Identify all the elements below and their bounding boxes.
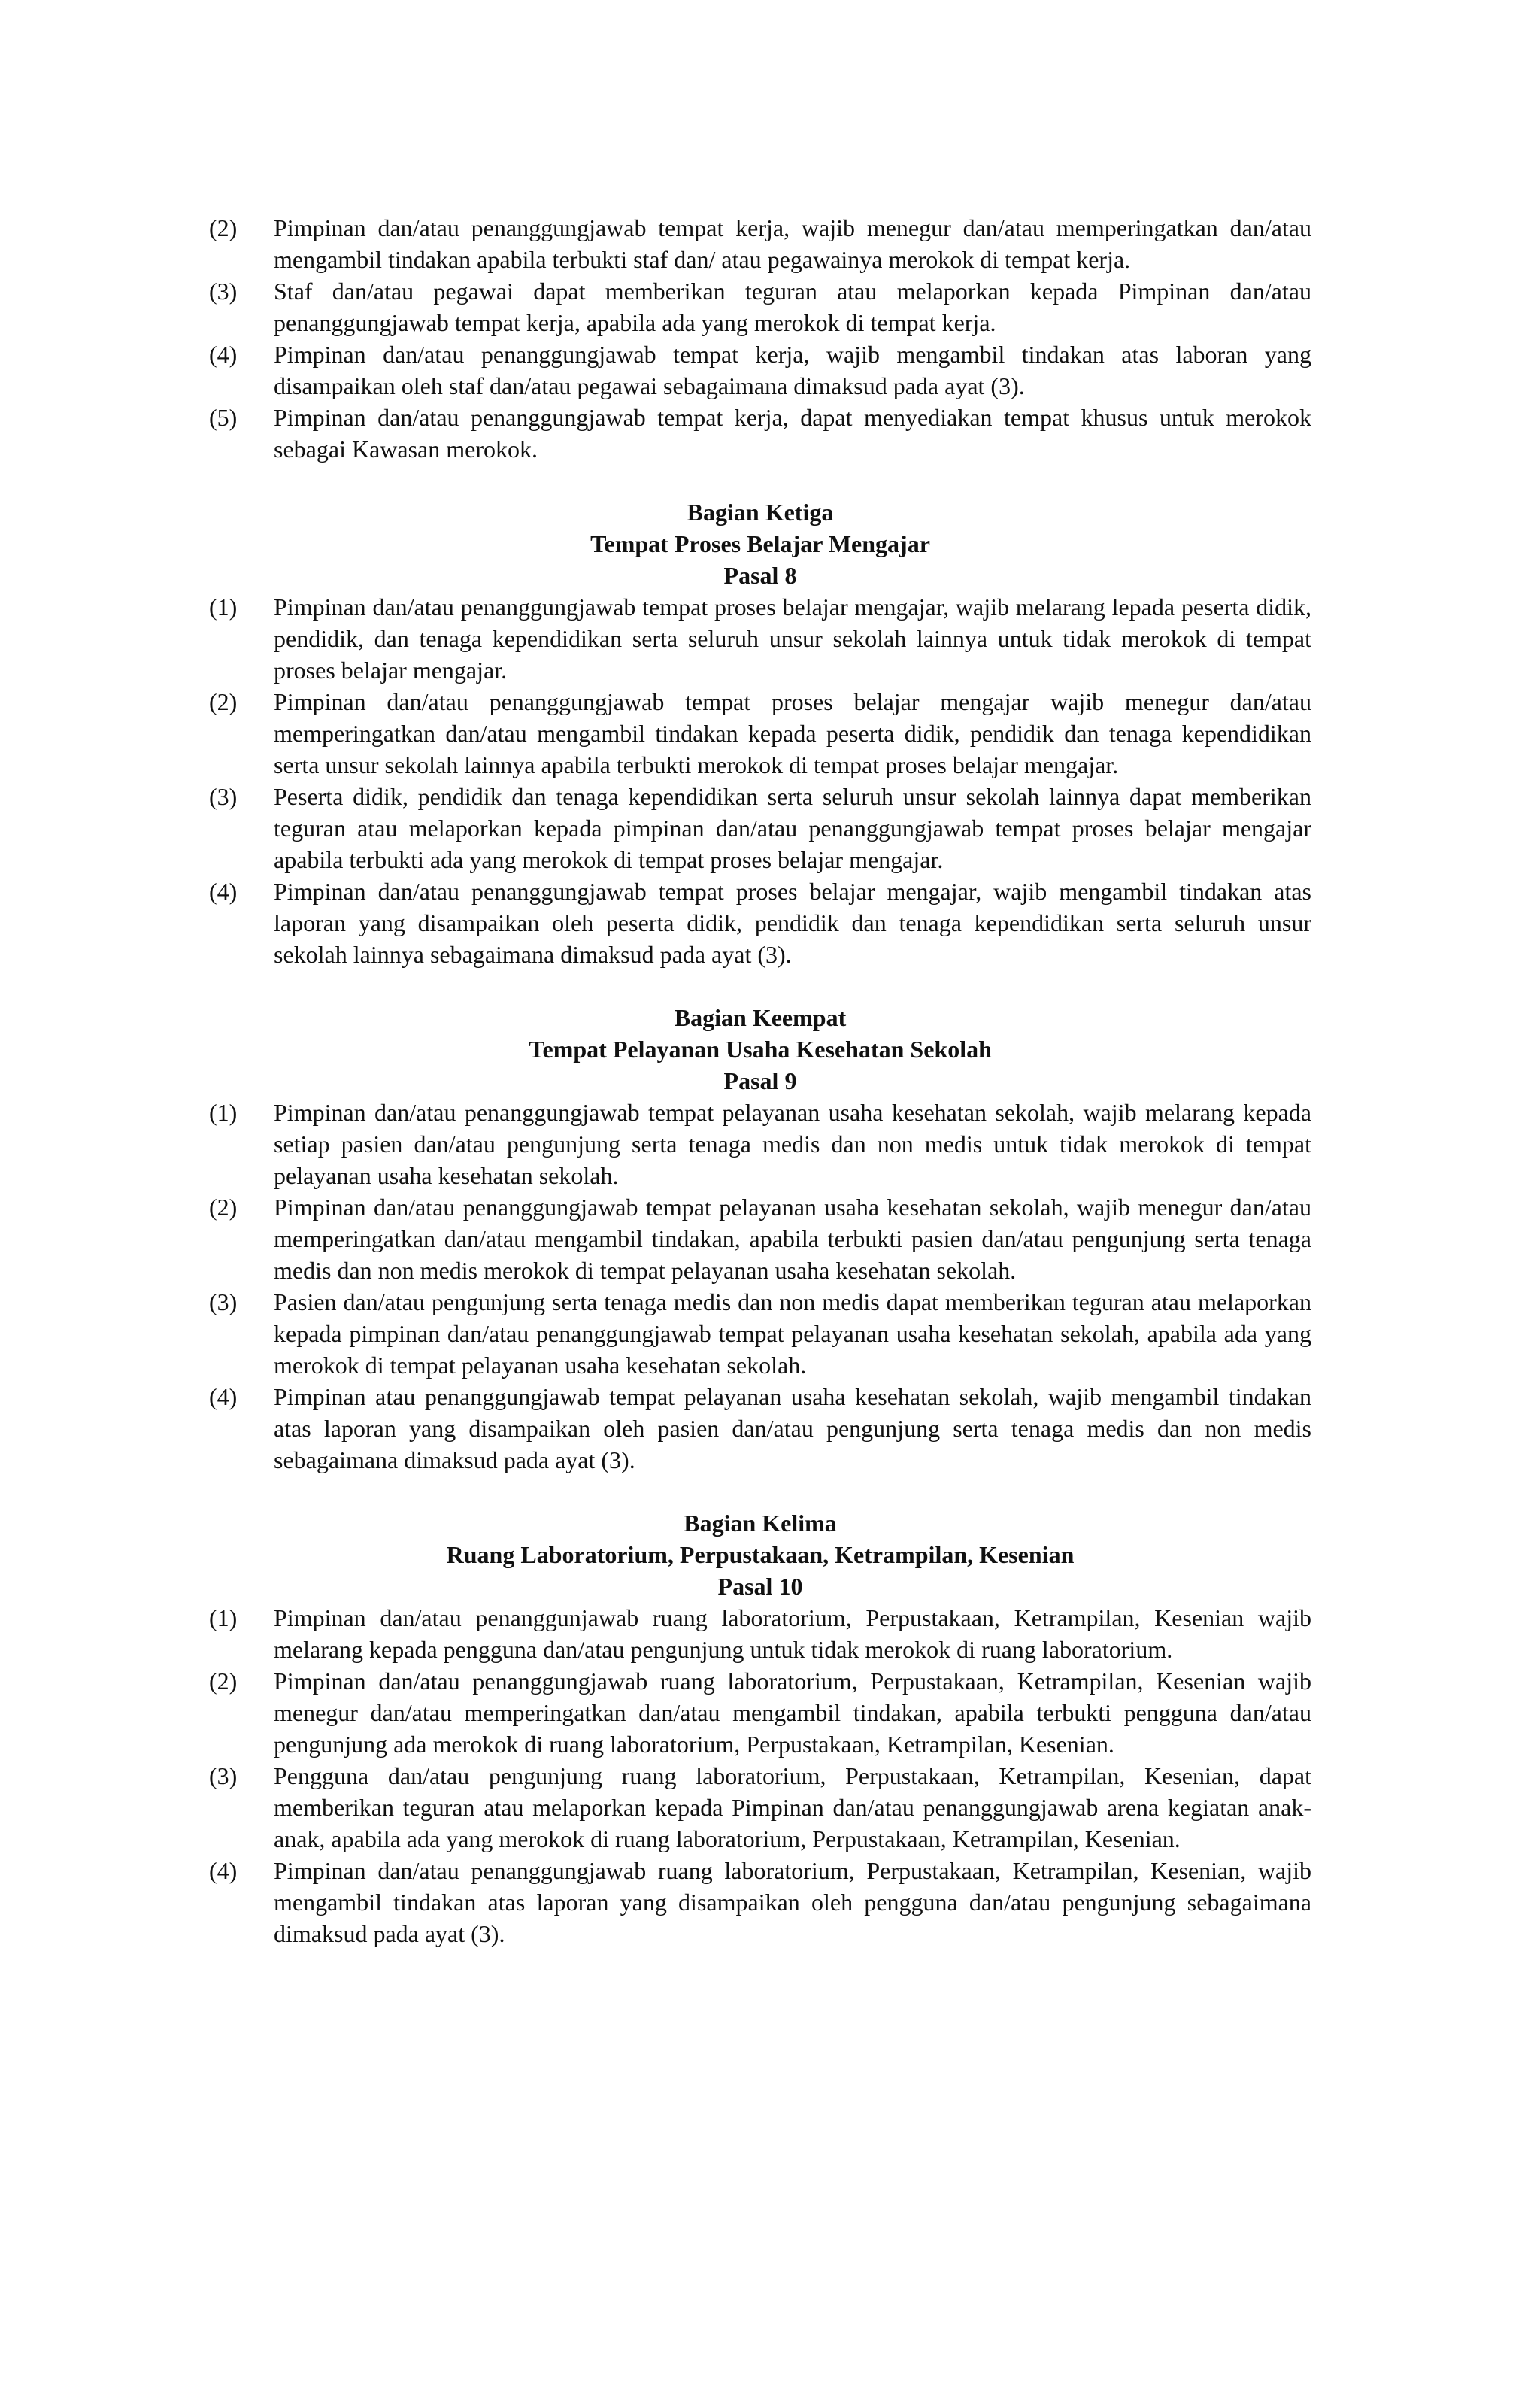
- list-item: [209, 338, 1311, 402]
- item-number: (4): [209, 1857, 238, 1884]
- list-item: [209, 1286, 1311, 1381]
- item-text: Pengguna dan/atau pengunjung ruang laboratorium, Perpustakaan, Ketrampilan, Kesenian, dapat memberikan teguran atau melaporkan kepada Pimpinan dan/atau penanggungjawab arena kegiatan anak-anak, apabila ada yang merokok di ruang laboratorium, Perpustakaan, Ketrampilan, Kesenian.: [274, 1762, 1311, 1852]
- item-number: (4): [209, 878, 238, 905]
- item-number: (2): [209, 1667, 238, 1695]
- section-items: [209, 1602, 1311, 1950]
- item-number: (1): [209, 1099, 238, 1126]
- item-text: Pimpinan dan/atau penanggunjawab ruang laboratorium, Perpustakaan, Ketrampilan, Kesenian wajib melarang kepada pengguna dan/atau pengunjung untuk tidak merokok di ruang laboratorium.: [274, 1604, 1311, 1663]
- item-number: (3): [209, 1762, 238, 1789]
- section-heading: [209, 496, 1311, 591]
- item-number: (2): [209, 214, 238, 241]
- document-page: [209, 212, 1311, 1950]
- list-item: [209, 875, 1311, 970]
- item-text: Pimpinan dan/atau penanggungjawab tempat pelayanan usaha kesehatan sekolah, wajib melarang kepada setiap pasien dan/atau pengunjung serta tenaga medis dan non medis untuk tidak merokok di tempat pelayanan usaha kesehatan sekolah.: [274, 1099, 1311, 1189]
- item-text: Pasien dan/atau pengunjung serta tenaga medis dan non medis dapat memberikan teguran atau melaporkan kepada pimpinan dan/atau penanggungjawab tempat pelayanan usaha kesehatan sekolah, apabila ada yang merokok di tempat pelayanan usaha kesehatan sekolah.: [274, 1288, 1311, 1379]
- item-text: Pimpinan dan/atau penanggungjawab tempat kerja, wajib mengambil tindakan atas laboran yang disampaikan oleh staf dan/atau pegawai sebagaimana dimaksud pada ayat (3).: [274, 341, 1311, 399]
- item-text: Pimpinan dan/atau penanggungjawab tempat kerja, wajib menegur dan/atau memperingatkan dan/atau mengambil tindakan apabila terbukti staf dan/ atau pegawainya merokok di tempat kerja.: [274, 214, 1311, 273]
- item-text: Pimpinan dan/atau penanggungjawab tempat pelayanan usaha kesehatan sekolah, wajib menegur dan/atau memperingatkan dan/atau mengambil tindakan, apabila terbukti pasien dan/atau pengunjung serta tenaga medis dan non medis merokok di tempat pelayanan usaha kesehatan sekolah.: [274, 1194, 1311, 1284]
- item-number: (5): [209, 404, 238, 431]
- list-item: [209, 1381, 1311, 1476]
- item-number: (2): [209, 688, 238, 715]
- item-text: Pimpinan dan/atau penanggungjawab ruang laboratorium, Perpustakaan, Ketrampilan, Kesenian, wajib mengambil tindakan atas laporan yang disampaikan oleh pengguna dan/atau pengunjung sebagaimana dimaksud pada ayat (3).: [274, 1857, 1311, 1947]
- list-item: [209, 1097, 1311, 1191]
- item-text: Pimpinan dan/atau penanggungjawab tempat proses belajar mengajar wajib menegur dan/atau memperingatkan dan/atau mengambil tindakan kepada peserta didik, pendidik dan tenaga kependidikan serta unsur sekolah lainnya apabila terbukti merokok di tempat proses belajar mengajar.: [274, 688, 1311, 778]
- section-title: Ruang Laboratorium, Perpustakaan, Ketrampilan, Kesenian: [446, 1541, 1075, 1568]
- bagian-title: Bagian Kelima: [684, 1510, 837, 1537]
- section-heading: [209, 1002, 1311, 1097]
- intro-items: [209, 212, 1311, 465]
- list-item: [209, 686, 1311, 781]
- section-title: Tempat Proses Belajar Mengajar: [590, 530, 930, 557]
- item-text: Staf dan/atau pegawai dapat memberikan teguran atau melaporkan kepada Pimpinan dan/atau penanggungjawab tempat kerja, apabila ada yang merokok di tempat kerja.: [274, 278, 1311, 336]
- list-item: [209, 1855, 1311, 1950]
- list-item: [209, 402, 1311, 465]
- list-item: [209, 781, 1311, 875]
- bagian-title: Bagian Ketiga: [687, 499, 834, 526]
- item-number: (1): [209, 593, 238, 621]
- section-items: [209, 591, 1311, 970]
- list-item: [209, 1191, 1311, 1286]
- list-item: [209, 212, 1311, 275]
- list-item: [209, 1760, 1311, 1855]
- item-number: (3): [209, 1288, 238, 1315]
- item-number: (2): [209, 1194, 238, 1221]
- item-text: Peserta didik, pendidik dan tenaga kependidikan serta seluruh unsur sekolah lainnya dapat memberikan teguran atau melaporkan kepada pimpinan dan/atau penanggungjawab tempat proses belajar mengajar apabila terbukti ada yang merokok di tempat proses belajar mengajar.: [274, 783, 1311, 873]
- list-item: [209, 275, 1311, 338]
- item-number: (3): [209, 783, 238, 810]
- list-item: [209, 1665, 1311, 1760]
- pasal-title: Pasal 9: [723, 1067, 797, 1094]
- item-text: Pimpinan dan/atau penanggungjawab tempat proses belajar mengajar, wajib melarang lepada peserta didik, pendidik, dan tenaga kependidikan serta seluruh unsur sekolah lainnya untuk tidak merokok di tempat proses belajar mengajar.: [274, 593, 1311, 684]
- list-item: [209, 591, 1311, 686]
- section-heading: [209, 1507, 1311, 1602]
- item-text: Pimpinan dan/atau penanggungjawab tempat kerja, dapat menyediakan tempat khusus untuk merokok sebagai Kawasan merokok.: [274, 404, 1311, 463]
- item-number: (1): [209, 1604, 238, 1631]
- item-text: Pimpinan dan/atau penanggungjawab tempat proses belajar mengajar, wajib mengambil tindakan atas laporan yang disampaikan oleh peserta didik, pendidik dan tenaga kependidikan serta seluruh unsur sekolah lainnya sebagaimana dimaksud pada ayat (3).: [274, 878, 1311, 968]
- section-title: Tempat Pelayanan Usaha Kesehatan Sekolah: [529, 1036, 992, 1063]
- pasal-title: Pasal 10: [717, 1573, 803, 1600]
- item-number: (4): [209, 1383, 238, 1410]
- item-text: Pimpinan atau penanggungjawab tempat pelayanan usaha kesehatan sekolah, wajib mengambil tindakan atas laporan yang disampaikan oleh pasien dan/atau pengunjung serta tenaga medis dan non medis sebagaimana dimaksud pada ayat (3).: [274, 1383, 1311, 1473]
- item-text: Pimpinan dan/atau penanggungjawab ruang laboratorium, Perpustakaan, Ketrampilan, Kesenian wajib menegur dan/atau memperingatkan dan/atau mengambil tindakan, apabila terbukti pengguna dan/atau pengunjung ada merokok di ruang laboratorium, Perpustakaan, Ketrampilan, Kesenian.: [274, 1667, 1311, 1758]
- item-number: (3): [209, 278, 238, 305]
- section-items: [209, 1097, 1311, 1476]
- pasal-title: Pasal 8: [723, 562, 797, 589]
- list-item: [209, 1602, 1311, 1665]
- bagian-title: Bagian Keempat: [674, 1004, 847, 1031]
- item-number: (4): [209, 341, 238, 368]
